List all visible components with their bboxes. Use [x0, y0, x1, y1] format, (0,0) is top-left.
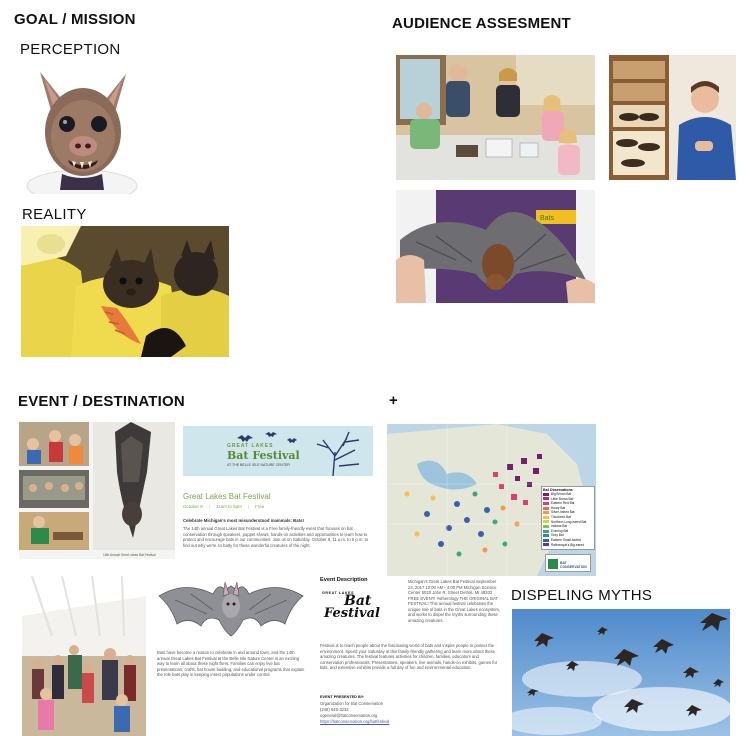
legend-swatch [543, 511, 549, 514]
event-details: Michigan's Great Lakes Bat Festival September 23, 2017 10:00 AM - 4:00 PM Michigan Science Center 5020 John R. Street Detroit, MI 48202 FREE EVENT! #otherology THE ORIGINAL BAT FESTIVAL! This annual festival celebrates the unique role of bats in the Great Lakes ecosystem, and works to dispel the myths surrounding these amazing creatures. [408, 579, 501, 623]
legend-label: Hoary Bat [551, 505, 566, 510]
legend-label: Tricolored Bat [551, 514, 571, 519]
legend-label: Rafinesque's Big-eared [551, 542, 585, 547]
legend-swatch [543, 539, 549, 542]
legend-label: Gray Bat [551, 533, 564, 538]
festival-crowd-photo [22, 576, 146, 736]
map-legend [541, 486, 595, 550]
event-description-panel [318, 577, 504, 736]
map-org-logo [545, 554, 591, 572]
org-name: Organization for Bat Conservation [320, 701, 384, 706]
legend-swatch [543, 502, 549, 505]
banner-line-1: GREAT LAKES [227, 443, 274, 449]
legend-label: Eastern Red Bat [551, 501, 575, 506]
legend-label: Big Brown Bat [551, 492, 572, 496]
festival-collage-photo [19, 422, 175, 559]
festival-meta: October 8 | 11am to 5pm | Free [183, 504, 265, 509]
legend-swatch [543, 507, 549, 510]
logo-line-1: GREAT LAKES [322, 591, 355, 595]
legend-label: Indiana Bat [551, 524, 568, 529]
logo-line-2: Bat [344, 593, 372, 609]
family-activity-photo [396, 55, 595, 180]
collage-caption: 14th Annual Great Lakes Bat Festival [103, 553, 156, 557]
bat-specimens-photo [609, 55, 736, 180]
event-description-header: Event Description [320, 577, 368, 583]
legend-swatch [543, 543, 549, 546]
legend-swatch [543, 530, 549, 533]
bat-festival-logo [322, 591, 406, 629]
org-logo-text: BAT CONSERVATION [560, 561, 587, 569]
reality-heading: REALITY [22, 206, 87, 223]
festival-date: October 8 [183, 504, 203, 509]
org-logo-icon [548, 559, 558, 569]
festival-time: 11am to 5pm [215, 504, 242, 509]
legend-label: Evening Bat [551, 528, 569, 533]
org-phone: (248) 645-3232 [320, 707, 349, 712]
event-destination-heading: EVENT / DESTINATION [18, 393, 185, 410]
legend-swatch [543, 493, 549, 496]
legend-swatch [543, 525, 549, 528]
bats-in-sky-photo [512, 609, 730, 736]
bat-mask-photo [22, 64, 144, 194]
bat-article-text: Bats have become a reason to celebrate in and around town, and the 14th annual Great Lakes Bat Festival at the Belle Isle Nature Center is an exciting way to learn all about these night fliers. Families can enjoy live bat presentations, crafts, bat house building, and educational programs that explain the role bats play in keeping insect populations under control. [157, 650, 305, 677]
festival-title: Great Lakes Bat Festival [183, 492, 271, 501]
festival-tagline: Celebrate Michigan's most misunderstood mammals: Bats! [183, 518, 304, 523]
banner-line-2: Bat Festival [227, 449, 300, 462]
presented-by-label: EVENT PRESENTED BY: [320, 695, 365, 699]
festival-webpage [179, 422, 377, 562]
org-link[interactable]: https://batconservation.org/batfestival [320, 719, 390, 724]
legend-label: Eastern Small-footed [551, 537, 581, 542]
festival-banner [183, 426, 373, 476]
org-email[interactable]: ogeneral@batconservation.org [320, 713, 378, 718]
audience-assesment-heading: AUDIENCE ASSESMENT [392, 15, 571, 32]
legend-label: Silver-haired Bat [551, 510, 575, 515]
legend-label: Little Brown Bat [551, 496, 574, 501]
bat-illustration-icon [155, 576, 307, 646]
legend-swatch [543, 520, 549, 523]
map-legend-item [543, 543, 593, 548]
banner-line-3: AT THE BELLE ISLE NATURE CENTER [227, 463, 290, 467]
bat-range-map [387, 424, 596, 576]
map-legend-title: Bat Observations [543, 488, 573, 492]
perception-heading: PERCEPTION [20, 41, 121, 58]
legend-swatch [543, 516, 549, 519]
bat-article [155, 576, 307, 736]
baby-bats-photo [21, 226, 229, 357]
festival-body: The 14th annual Great Lakes Bat Festival is a Free family-friendly event that focuses on bat conservation through speakers, puppet shows, hands-on activities and opportunities to learn how to protect and encourage bats in our communities. Join us on Saturday, October 8, 11 a.m. to 5 p.m. to find out why we're so batty for these wonderful creatures of the night. [183, 526, 369, 548]
logo-line-3: Festival [324, 606, 380, 621]
legend-swatch [543, 497, 549, 500]
event-body: Festival is to teach people about the fascinating world of bats and inspire people to protect the environment. Spend your Saturday at this family-friendly gathering and learn more about these amazing creatures. The festival features activities for children, families, educators and conservation professionals. Presentations, speakers, live animals, hands-on exhibits, games for kids, and extensive exhibits provide a full day of fun and environmental education. [320, 643, 498, 670]
festival-price: Free [255, 504, 265, 509]
legend-swatch [543, 534, 549, 537]
goal-mission-heading: GOAL / MISSION [14, 11, 136, 28]
hand-holding-bat-photo [396, 190, 595, 303]
bat-silhouette-icon [237, 435, 253, 442]
svg-text:Bats: Bats [540, 215, 555, 222]
dispeling-myths-heading: DISPELING MYTHS [511, 587, 653, 604]
plus-sign: + [389, 392, 398, 409]
legend-label: Northern Long-eared Bat [551, 519, 587, 524]
